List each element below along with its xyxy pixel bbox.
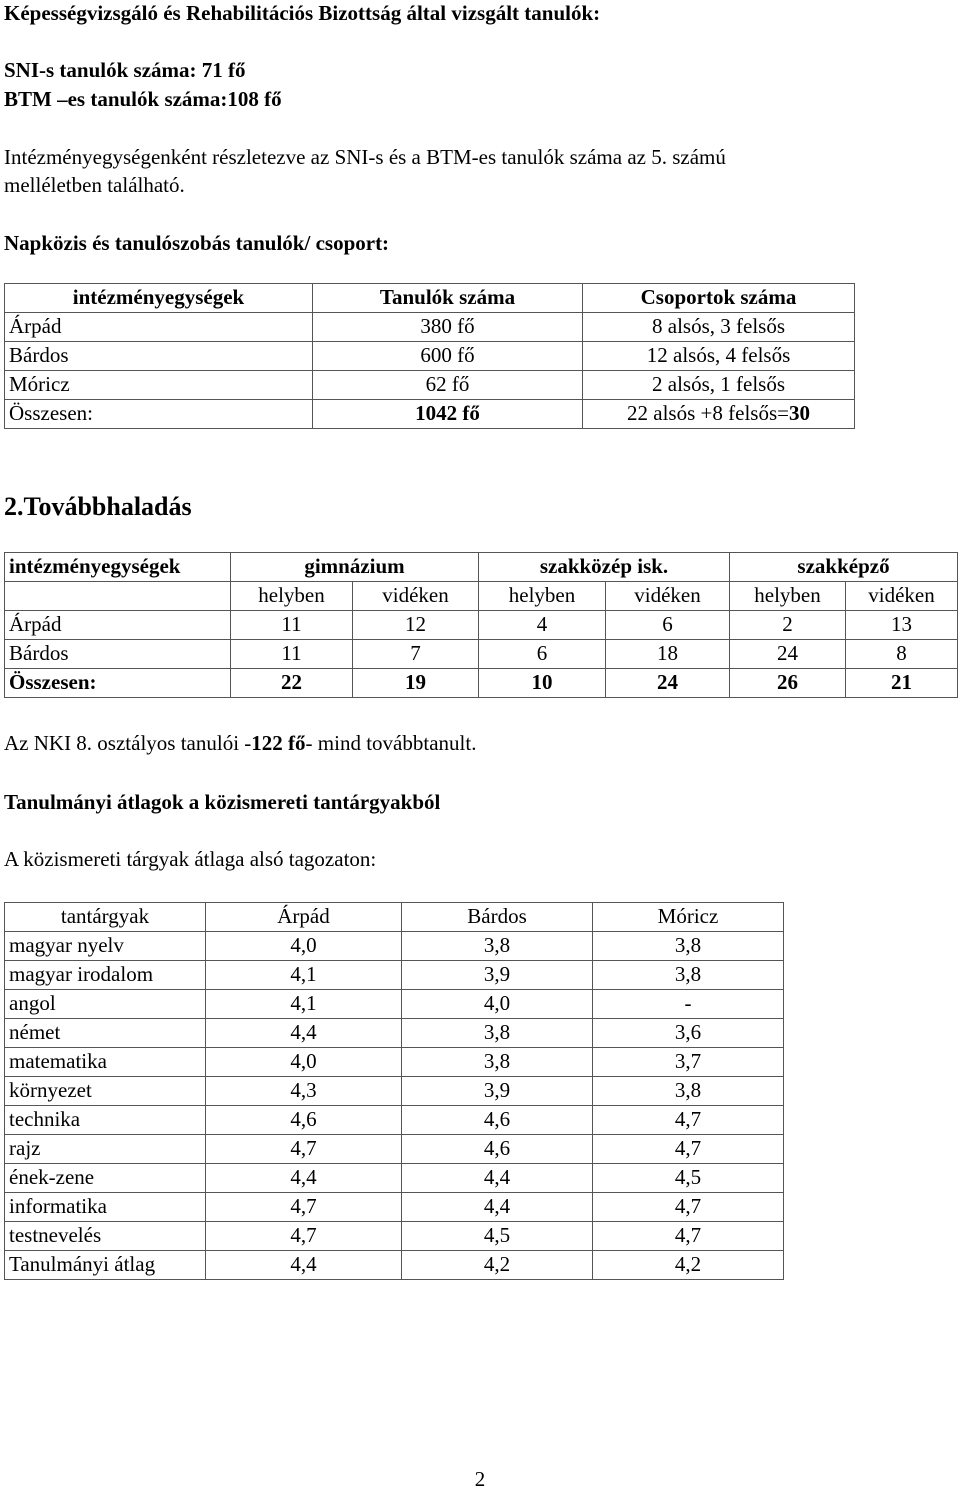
total-groups-number: 30 [788, 401, 810, 426]
table-cell: 4,2 [593, 1251, 784, 1280]
table-cell: angol [5, 990, 206, 1019]
table-cell: 1042 fő [313, 400, 583, 429]
table-cell: Bárdos [5, 342, 313, 371]
table-header-cell: Árpád [206, 903, 402, 932]
table-cell: matematika [5, 1048, 206, 1077]
table-row [5, 990, 784, 1019]
table-subheader-cell: helyben [479, 582, 606, 611]
table-cell [583, 400, 855, 429]
table-cell: Árpád [5, 611, 231, 640]
table-cell: 11 [231, 640, 353, 669]
page-number: 2 [474, 1467, 486, 1491]
table-cell: 3,8 [402, 932, 593, 961]
table-cell: magyar irodalom [5, 961, 206, 990]
table-cell: 3,8 [593, 932, 784, 961]
table-header-row [5, 553, 958, 582]
btm-count: BTM –es tanulók száma:108 fő [4, 87, 282, 111]
averages-subheading: A közismereti tárgyak átlaga alsó tagozaton: [4, 847, 377, 871]
table-cell: környezet [5, 1077, 206, 1106]
table-cell: magyar nyelv [5, 932, 206, 961]
table-cell: 22 [231, 669, 353, 698]
table-row [5, 1077, 784, 1106]
table-cell: 4 [479, 611, 606, 640]
table-header-cell: Móricz [593, 903, 784, 932]
table-cell: 4,7 [593, 1106, 784, 1135]
table-header-cell: szakképző [730, 553, 958, 582]
table-cell: 4,6 [402, 1106, 593, 1135]
averages-table [4, 902, 784, 1280]
table-cell: 380 fő [313, 313, 583, 342]
table-cell: 3,7 [593, 1048, 784, 1077]
table-cell: 3,6 [593, 1019, 784, 1048]
sni-count: SNI-s tanulók száma: 71 fő [4, 58, 246, 82]
table-cell: 4,4 [206, 1251, 402, 1280]
table-cell: 4,0 [402, 990, 593, 1019]
table-cell: 4,4 [206, 1164, 402, 1193]
table-header-cell: gimnázium [231, 553, 479, 582]
table-cell: 4,5 [402, 1222, 593, 1251]
napkozis-table [4, 283, 855, 429]
table-cell: 6 [479, 640, 606, 669]
table-row [5, 342, 855, 371]
table-row [5, 640, 958, 669]
table-cell: 4,7 [206, 1135, 402, 1164]
table-cell: 7 [353, 640, 479, 669]
table-cell: rajz [5, 1135, 206, 1164]
table-cell: 3,8 [402, 1019, 593, 1048]
table-header-cell: intézményegységek [5, 553, 231, 582]
table-cell: 24 [730, 640, 846, 669]
table-cell: 12 alsós, 4 felsős [583, 342, 855, 371]
table-header-row [5, 903, 784, 932]
table-cell: Árpád [5, 313, 313, 342]
nki-count: 122 fő [251, 731, 306, 755]
table-cell: 3,9 [402, 961, 593, 990]
table-row [5, 1019, 784, 1048]
table-header-cell: Csoportok száma [583, 284, 855, 313]
napkozis-heading: Napközis és tanulószobás tanulók/ csoport: [4, 231, 390, 255]
detail-text-1: Intézményegységenként részletezve az SNI-s és a BTM-es tanulók száma az 5. számú [4, 145, 726, 169]
heading-bizottsag: Képességvizsgáló és Rehabilitációs Bizottság által vizsgált tanulók: [4, 1, 601, 25]
table-cell: 18 [606, 640, 730, 669]
table-row [5, 313, 855, 342]
table-header-cell: Tanulók száma [313, 284, 583, 313]
table-cell: 4,7 [593, 1222, 784, 1251]
table-cell: 4,5 [593, 1164, 784, 1193]
table-cell: 26 [730, 669, 846, 698]
table-cell: informatika [5, 1193, 206, 1222]
table-cell: 11 [231, 611, 353, 640]
table-row [5, 611, 958, 640]
table-cell: - [593, 990, 784, 1019]
table-cell: Összesen: [5, 669, 231, 698]
table-cell: 3,8 [402, 1048, 593, 1077]
total-groups-text: 22 alsós +8 felsős= [627, 401, 789, 426]
table-subheader-cell: vidéken [606, 582, 730, 611]
table-cell: 4,2 [402, 1251, 593, 1280]
table-cell: 2 alsós, 1 felsős [583, 371, 855, 400]
table-subheader-row [5, 582, 958, 611]
table-cell: 4,1 [206, 961, 402, 990]
detail-text-2: melléletben található. [4, 173, 185, 197]
table-header-cell: szakközép isk. [479, 553, 730, 582]
nki-text: Az NKI 8. osztályos tanulói - [4, 731, 252, 755]
table-header-cell: Bárdos [402, 903, 593, 932]
table-cell: 24 [606, 669, 730, 698]
table-cell: német [5, 1019, 206, 1048]
table-row [5, 1106, 784, 1135]
section2-heading: 2.Továbbhaladás [4, 492, 192, 521]
table-row [5, 1135, 784, 1164]
table-cell: 6 [606, 611, 730, 640]
table-row [5, 1048, 784, 1077]
table-cell: 4,1 [206, 990, 402, 1019]
table-cell: 4,0 [206, 1048, 402, 1077]
nki-line [4, 730, 476, 757]
table-cell: 8 [846, 640, 958, 669]
table-header-row [5, 284, 855, 313]
table-cell: 3,8 [593, 961, 784, 990]
table-cell: technika [5, 1106, 206, 1135]
table-cell: Összesen: [5, 400, 313, 429]
table-subheader-cell: helyben [231, 582, 353, 611]
table-header-cell: tantárgyak [5, 903, 206, 932]
table-cell: 4,7 [206, 1193, 402, 1222]
table-cell: 4,3 [206, 1077, 402, 1106]
table-cell: Bárdos [5, 640, 231, 669]
table-cell: 4,7 [593, 1193, 784, 1222]
table-row [5, 932, 784, 961]
table-row [5, 371, 855, 400]
table-subheader-cell: vidéken [846, 582, 958, 611]
table-total-row [5, 669, 958, 698]
table-cell: 4,7 [206, 1222, 402, 1251]
table-cell: 3,8 [593, 1077, 784, 1106]
table-total-row [5, 400, 855, 429]
table-row [5, 1164, 784, 1193]
nki-text-end: - mind továbbtanult. [305, 731, 477, 755]
table-cell: 8 alsós, 3 felsős [583, 313, 855, 342]
table-cell: 10 [479, 669, 606, 698]
table-cell: Móricz [5, 371, 313, 400]
table-cell: Tanulmányi átlag [5, 1251, 206, 1280]
table-subheader-cell: helyben [730, 582, 846, 611]
tovabbhaladas-table [4, 552, 958, 698]
table-subheader-cell: vidéken [353, 582, 479, 611]
table-cell: 2 [730, 611, 846, 640]
table-cell: ének-zene [5, 1164, 206, 1193]
table-cell [5, 582, 231, 611]
averages-heading: Tanulmányi átlagok a közismereti tantárgyakból [4, 790, 441, 814]
table-cell: 4,0 [206, 932, 402, 961]
table-row [5, 1222, 784, 1251]
table-cell: 3,9 [402, 1077, 593, 1106]
table-cell: 4,7 [593, 1135, 784, 1164]
table-cell: 62 fő [313, 371, 583, 400]
table-row [5, 961, 784, 990]
table-header-cell: intézményegységek [5, 284, 313, 313]
table-cell: 19 [353, 669, 479, 698]
table-cell: 4,4 [206, 1019, 402, 1048]
table-cell: 4,4 [402, 1193, 593, 1222]
table-row [5, 1251, 784, 1280]
table-cell: 600 fő [313, 342, 583, 371]
table-cell: 4,6 [402, 1135, 593, 1164]
table-cell: 12 [353, 611, 479, 640]
table-cell: 21 [846, 669, 958, 698]
table-cell: 4,6 [206, 1106, 402, 1135]
table-cell: 13 [846, 611, 958, 640]
table-row [5, 1193, 784, 1222]
table-cell: 4,4 [402, 1164, 593, 1193]
table-cell: testnevelés [5, 1222, 206, 1251]
